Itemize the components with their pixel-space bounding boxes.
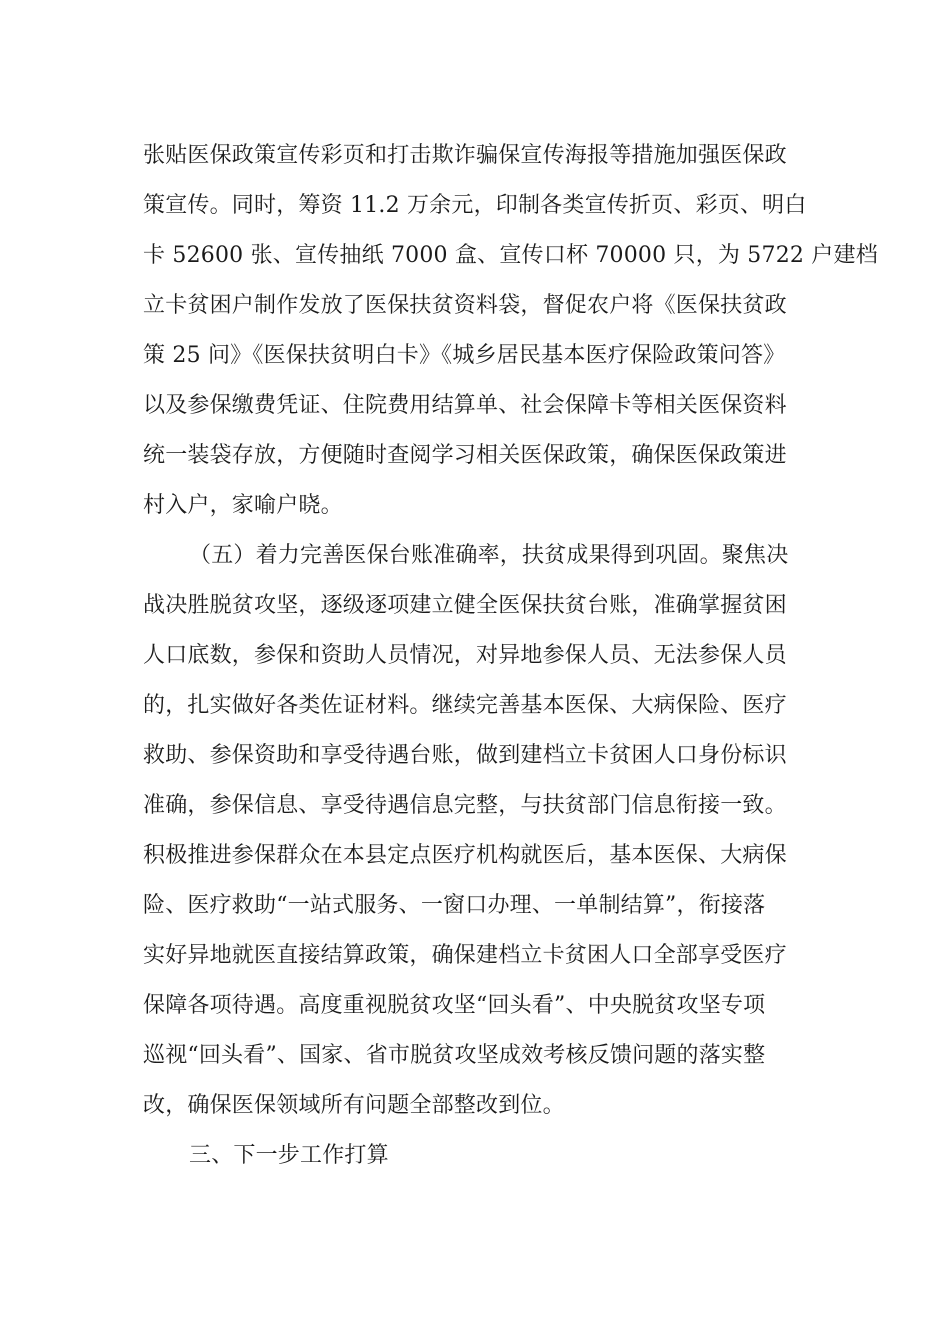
- paragraph-line: 统一装袋存放，方便随时查阅学习相关医保政策，确保医保政策进: [143, 443, 787, 468]
- section-heading: 三、下一步工作打算: [189, 1143, 389, 1168]
- paragraph-line: 的，扎实做好各类佐证材料。继续完善基本医保、大病保险、医疗: [143, 693, 787, 718]
- paragraph-line: 改，确保医保领域所有问题全部整改到位。: [143, 1093, 565, 1118]
- paragraph-line: 巡视“回头看”、国家、省市脱贫攻坚成效考核反馈问题的落实整: [143, 1043, 766, 1068]
- paragraph-line: 以及参保缴费凭证、住院费用结算单、社会保障卡等相关医保资料: [143, 393, 787, 418]
- paragraph-line: 策宣传。同时，筹资 11.2 万余元，印制各类宣传折页、彩页、明白: [143, 193, 807, 218]
- paragraph-line: 人口底数，参保和资助人员情况，对异地参保人员、无法参保人员: [143, 643, 787, 668]
- paragraph-line: 积极推进参保群众在本县定点医疗机构就医后，基本医保、大病保: [143, 843, 787, 868]
- paragraph-line: 策 25 问》《医保扶贫明白卡》《城乡居民基本医疗保险政策问答》: [143, 343, 786, 368]
- paragraph-line: 救助、参保资助和享受待遇台账，做到建档立卡贫困人口身份标识: [143, 743, 787, 768]
- paragraph-line: 实好异地就医直接结算政策，确保建档立卡贫困人口全部享受医疗: [143, 943, 787, 968]
- paragraph-line: 村入户，家喻户晓。: [143, 493, 343, 518]
- paragraph-line: 战决胜脱贫攻坚，逐级逐项建立健全医保扶贫台账，准确掌握贫困: [143, 593, 787, 618]
- paragraph-line-indented: （五）着力完善医保台账准确率，扶贫成果得到巩固。聚焦决: [189, 543, 789, 568]
- paragraph-line: 险、医疗救助“一站式服务、一窗口办理、一单制结算”，衔接落: [143, 893, 766, 918]
- paragraph-line: 准确，参保信息、享受待遇信息完整，与扶贫部门信息衔接一致。: [143, 793, 787, 818]
- paragraph-line: 卡 52600 张、宣传抽纸 7000 盒、宣传口杯 70000 只，为 5722 户建档: [143, 243, 878, 268]
- paragraph-line: 张贴医保政策宣传彩页和打击欺诈骗保宣传海报等措施加强医保政: [143, 143, 787, 168]
- paragraph-line: 立卡贫困户制作发放了医保扶贫资料袋，督促农户将《医保扶贫政: [143, 293, 787, 318]
- paragraph-line: 保障各项待遇。高度重视脱贫攻坚“回头看”、中央脱贫攻坚专项: [143, 993, 766, 1018]
